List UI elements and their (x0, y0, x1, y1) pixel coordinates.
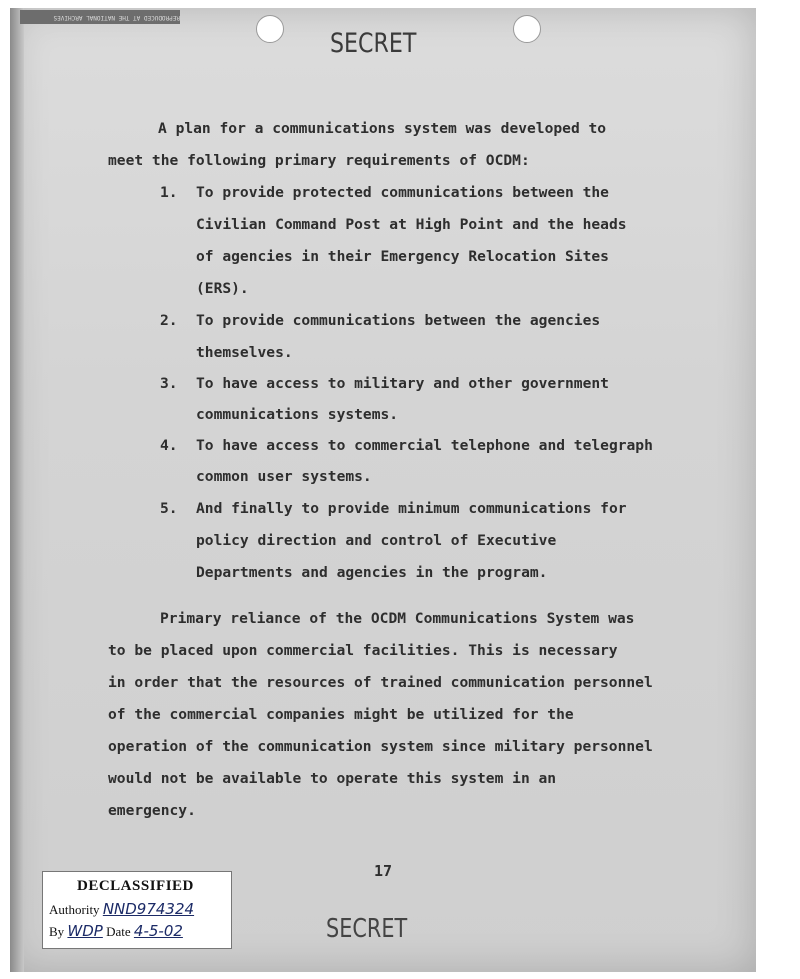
by-label: By (49, 924, 65, 939)
item-line: of agencies in their Emergency Relocation Sites (196, 248, 609, 265)
authority-value: NND974324 (102, 900, 195, 918)
item-number: 4. (160, 437, 178, 454)
closing-line: to be placed upon commercial facilities. This is necessary (108, 642, 618, 659)
authority-row (49, 900, 194, 918)
closing-line: would not be available to operate this system in an (108, 770, 557, 787)
punch-hole (256, 15, 284, 43)
intro-line: A plan for a communications system was developed to (158, 120, 607, 137)
by-date-row (49, 922, 183, 940)
item-line: common user systems. (196, 468, 372, 485)
closing-line: operation of the communication system since military personnel (108, 738, 653, 755)
item-line: To have access to commercial telephone and telegraph (196, 437, 653, 454)
classification-stamp-bottom: SECRET (326, 914, 408, 944)
date-label: Date (106, 924, 131, 939)
archive-stamp: REPRODUCED AT THE NATIONAL ARCHIVES (20, 10, 180, 24)
closing-line: of the commercial companies might be utilized for the (108, 706, 574, 723)
item-line: To provide communications between the agencies (196, 312, 601, 329)
item-line: To have access to military and other government (196, 375, 609, 392)
closing-line: emergency. (108, 802, 196, 819)
item-number: 1. (160, 184, 178, 201)
page-number: 17 (374, 862, 393, 880)
item-line: communications systems. (196, 406, 399, 423)
item-line: Departments and agencies in the program. (196, 564, 548, 581)
item-line: And finally to provide minimum communications for (196, 500, 627, 517)
authority-label: Authority (49, 902, 100, 917)
closing-line: Primary reliance of the OCDM Communications System was (160, 610, 635, 627)
item-line: Civilian Command Post at High Point and the heads (196, 216, 627, 233)
declassified-title: DECLASSIFIED (77, 878, 194, 894)
declassification-stamp (42, 871, 232, 949)
punch-hole (513, 15, 541, 43)
item-line: To provide protected communications between the (196, 184, 609, 201)
closing-line: in order that the resources of trained communication personnel (108, 674, 653, 691)
item-number: 5. (160, 500, 178, 517)
item-number: 2. (160, 312, 178, 329)
date-value: 4-5-02 (133, 922, 183, 940)
item-line: (ERS). (196, 280, 249, 297)
item-number: 3. (160, 375, 178, 392)
page-edge-shadow (10, 8, 24, 972)
classification-stamp-top: SECRET (330, 28, 417, 59)
by-value: WDP (67, 922, 103, 940)
intro-line: meet the following primary requirements of OCDM: (108, 152, 530, 169)
item-line: themselves. (196, 344, 293, 361)
item-line: policy direction and control of Executive (196, 532, 557, 549)
